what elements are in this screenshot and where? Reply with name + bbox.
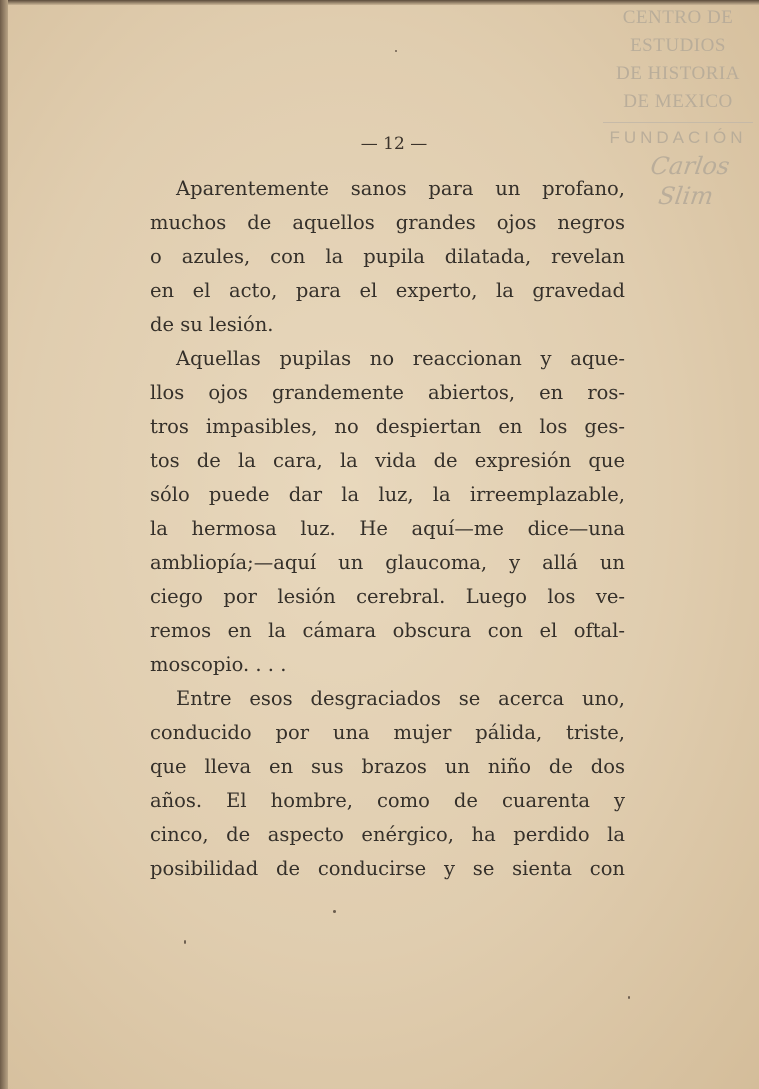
watermark-line-3: DE HISTORIA — [616, 63, 740, 84]
text-line: conducido por una mujer pálida, triste, — [150, 721, 625, 744]
text-line: remos en la cámara obscura con el oftal- — [150, 619, 625, 642]
paper-speck — [184, 940, 186, 944]
text-line: de su lesión. — [150, 313, 274, 336]
text-line: en el acto, para el experto, la gravedad — [150, 279, 625, 302]
paper-speck — [628, 996, 630, 999]
text-line: sólo puede dar la luz, la irreemplazable, — [150, 483, 625, 506]
text-line: cinco, de aspecto enérgico, ha perdido la — [150, 823, 625, 846]
text-line: tos de la cara, la vida de expresión que — [150, 449, 625, 472]
watermark-divider — [603, 122, 753, 123]
text-line: llos ojos grandemente abiertos, en ros- — [150, 381, 625, 404]
text-line: Aquellas pupilas no reaccionan y aque- — [176, 347, 625, 370]
body-text — [150, 172, 625, 886]
text-line: Entre esos desgraciados se acerca uno, — [176, 687, 625, 710]
watermark-foundation: FUNDACIÓN — [609, 128, 747, 147]
watermark-signature: Carlos Slim — [648, 152, 732, 210]
text-line: ambliopía;—aquí un glaucoma, y allá un — [150, 551, 625, 574]
text-line: muchos de aquellos grandes ojos negros — [150, 211, 625, 234]
paragraph — [150, 172, 625, 342]
text-line: o azules, con la pupila dilatada, revelan — [150, 245, 625, 268]
text-line: la hermosa luz. He aquí—me dice—una — [150, 517, 625, 540]
paragraph — [150, 682, 625, 886]
text-line: que lleva en sus brazos un niño de dos — [150, 755, 625, 778]
watermark-line-2: ESTUDIOS — [630, 35, 726, 56]
watermark-line-1: CENTRO DE — [622, 7, 734, 28]
page-number: — 12 — — [360, 134, 428, 154]
paper-speck — [395, 50, 397, 52]
paper-speck — [333, 910, 336, 913]
text-line: Aparentemente sanos para un profano, — [176, 177, 625, 200]
paragraph — [150, 342, 625, 682]
text-line: moscopio. . . . — [150, 653, 287, 676]
watermark-line-4: DE MEXICO — [623, 91, 733, 112]
archive-watermark — [603, 4, 753, 211]
text-line: años. El hombre, como de cuarenta y — [150, 789, 625, 812]
text-line: ciego por lesión cerebral. Luego los ve- — [150, 585, 625, 608]
page-binding-edge — [0, 0, 8, 1089]
text-line: tros impasibles, no despiertan en los ges- — [150, 415, 625, 438]
text-line: posibilidad de conducirse y se sienta con — [150, 857, 625, 880]
